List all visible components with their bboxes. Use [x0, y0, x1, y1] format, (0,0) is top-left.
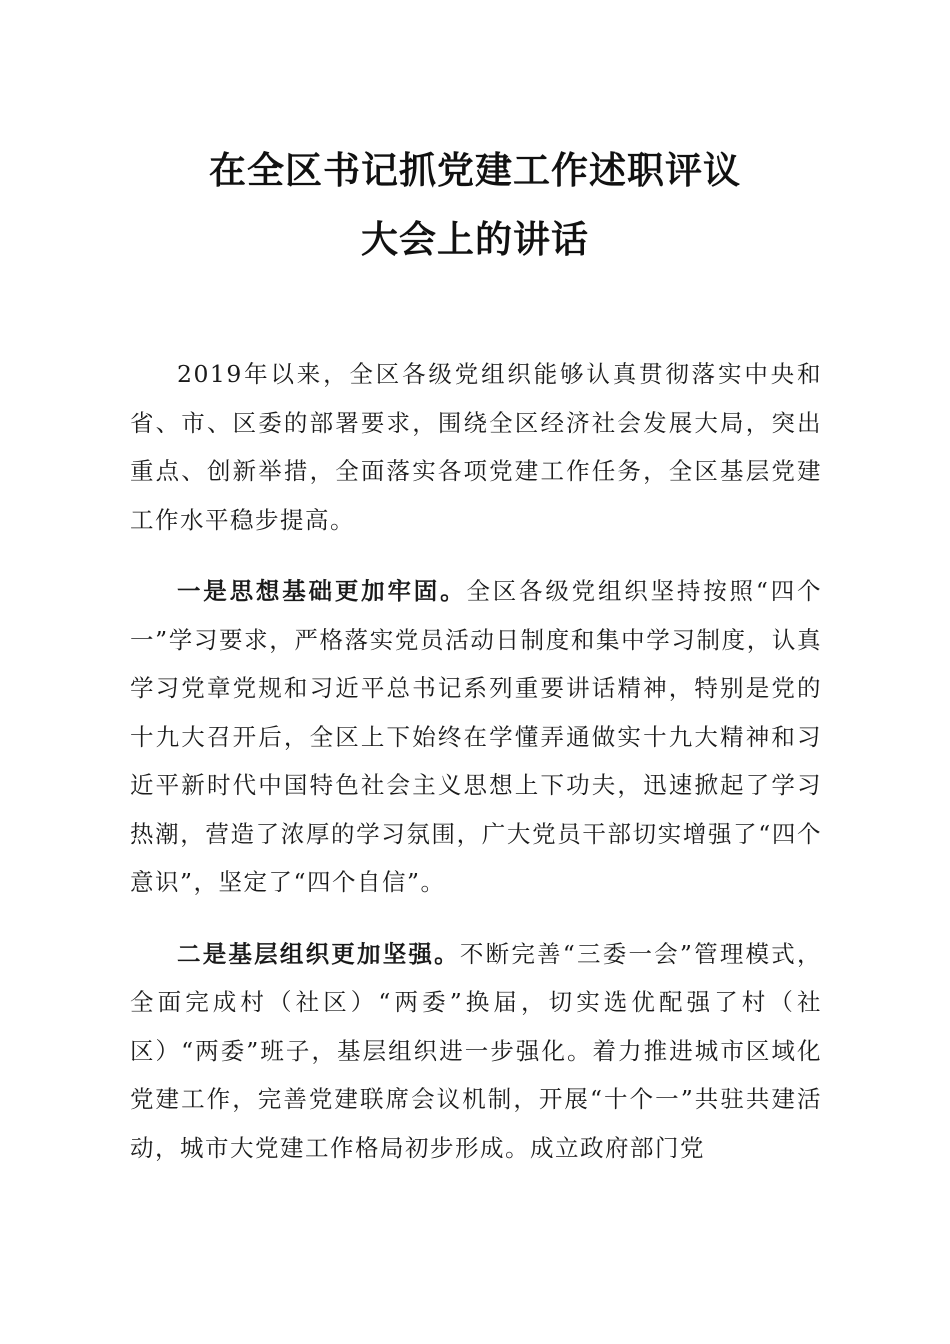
- document-title-line-2: 大会上的讲话: [361, 217, 589, 261]
- paragraph-lead: 二是基层组织更加坚强。: [177, 939, 460, 968]
- paragraph-organization: [130, 930, 822, 1173]
- paragraph-text: 不断完善“三委一会”管理模式，全面完成村（社区）“两委”换届，切实选优配强了村（社区）“两委”班子，基层组织进一步强化。着力推进城市区域化党建工作，完善党建联席会议机制，开展“十个一”共驻共建活动，城市大党建工作格局初步形成。成立政府部门党: [130, 939, 822, 1162]
- paragraph-intro: [130, 350, 822, 544]
- paragraph-text: 全区各级党组织坚持按照“四个一”学习要求，严格落实党员活动日制度和集中学习制度，认真学习党章党规和习近平总书记系列重要讲话精神，特别是党的十九大召开后，全区上下始终在学懂弄通做实十九大精神和习近平新时代中国特色社会主义思想上下功夫，迅速掀起了学习热潮，营造了浓厚的学习氛围，广大党员干部切实增强了“四个意识”，坚定了“四个自信”。: [130, 577, 823, 896]
- document-body: [130, 350, 822, 1195]
- paragraph-ideology: [130, 567, 822, 907]
- document-title-line-1: 在全区书记抓党建工作述职评议: [209, 148, 741, 192]
- paragraph-lead: 一是思想基础更加牢固。: [177, 577, 467, 605]
- paragraph-text: 2019年以来，全区各级党组织能够认真贯彻落实中央和省、市、区委的部署要求，围绕全区经济社会发展大局，突出重点、创新举措，全面落实各项党建工作任务，全区基层党建工作水平稳步提高。: [130, 360, 822, 534]
